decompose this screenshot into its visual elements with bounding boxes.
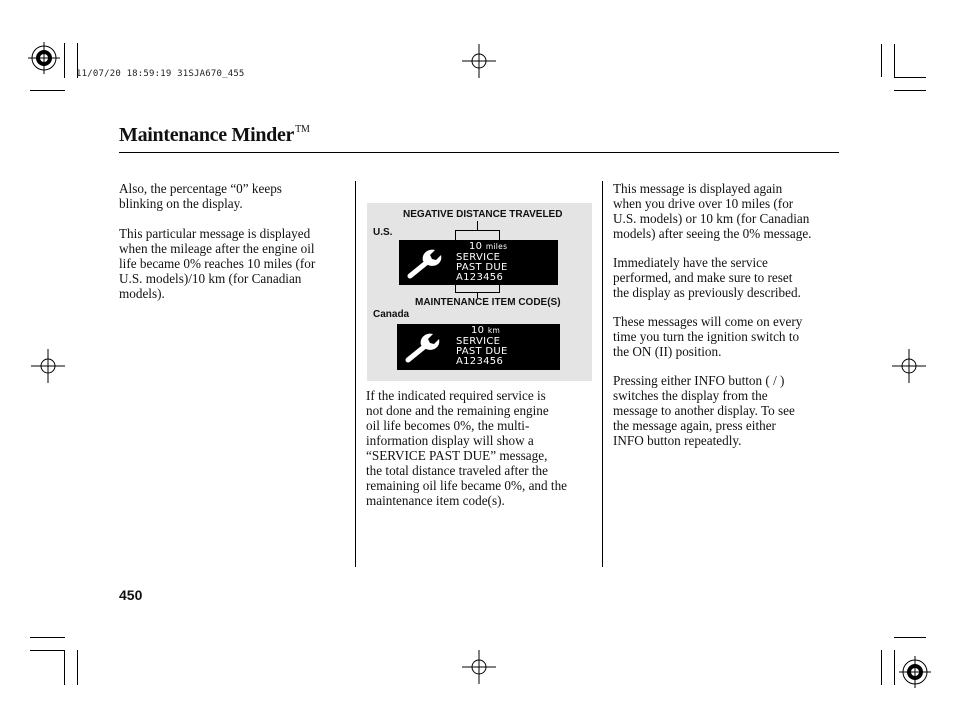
registration-target-icon (899, 656, 931, 688)
canada-display-screen (397, 324, 560, 370)
column-divider (602, 181, 603, 567)
paragraph: These messages will come on every time you turn the ignition switch to the ON (II) position. (613, 314, 803, 359)
paragraph: Immediately have the service performed, and make sure to reset the display as previously described. (613, 255, 801, 300)
crosshair-icon (462, 650, 496, 684)
distance-readout: 10 km (471, 325, 501, 336)
leader-line (455, 230, 500, 231)
registration-target-icon (28, 42, 60, 74)
paragraph: Also, the percentage “0” keeps blinking on the display. (119, 181, 282, 211)
item-code-line: A123456 (456, 272, 504, 283)
header-rule (119, 152, 839, 153)
trademark-symbol: TM (295, 124, 310, 135)
leader-line (499, 285, 500, 292)
paragraph: This particular message is displayed when the mileage after the engine oil life became 0% reaches 10 miles (for U.S. models)/10 km (for Canadian models). (119, 226, 316, 301)
paragraph: Pressing either INFO button ( / ) switches the display from the message to another display. To see the message again, press either INFO button repeatedly. (613, 373, 795, 448)
label-negative-distance: NEGATIVE DISTANCE TRAVELED (403, 209, 563, 220)
item-code-line: A123456 (456, 356, 504, 367)
page-title (119, 124, 310, 147)
page-title-text: Maintenance Minder (119, 124, 295, 146)
crosshair-icon (462, 44, 496, 78)
leader-line (499, 230, 500, 240)
service-line: SERVICE (456, 336, 501, 347)
paragraph: This message is displayed again when you drive over 10 miles (for U.S. models) or 10 km (for Canadian models) after seeing the 0% message. (613, 181, 812, 241)
us-display-screen (399, 240, 558, 285)
distance-readout: 10 miles (469, 241, 508, 252)
column-divider (355, 181, 356, 567)
paragraph: If the indicated required service is not done and the remaining engine oil life becomes 0%, the multi- information display will show a “SERVICE PAST DUE” message, the total distance traveled after the remaining oil life became 0%, and the maintenance item code(s). (366, 388, 568, 508)
leader-line (477, 221, 478, 230)
label-us: U.S. (373, 227, 393, 238)
wrench-icon (406, 246, 444, 280)
label-canada: Canada (373, 309, 410, 320)
past-due-line: PAST DUE (456, 262, 508, 273)
past-due-line: PAST DUE (456, 346, 508, 357)
print-stamp: 11/07/20 18:59:19 31SJA670_455 (76, 69, 245, 79)
wrench-icon (404, 330, 442, 364)
label-item-code: MAINTENANCE ITEM CODE(S) (415, 297, 561, 308)
leader-line (455, 230, 456, 240)
crosshair-icon (31, 349, 65, 383)
page-number: 450 (119, 587, 143, 603)
service-line: SERVICE (456, 252, 501, 263)
leader-line (455, 285, 456, 292)
crosshair-icon (892, 349, 926, 383)
